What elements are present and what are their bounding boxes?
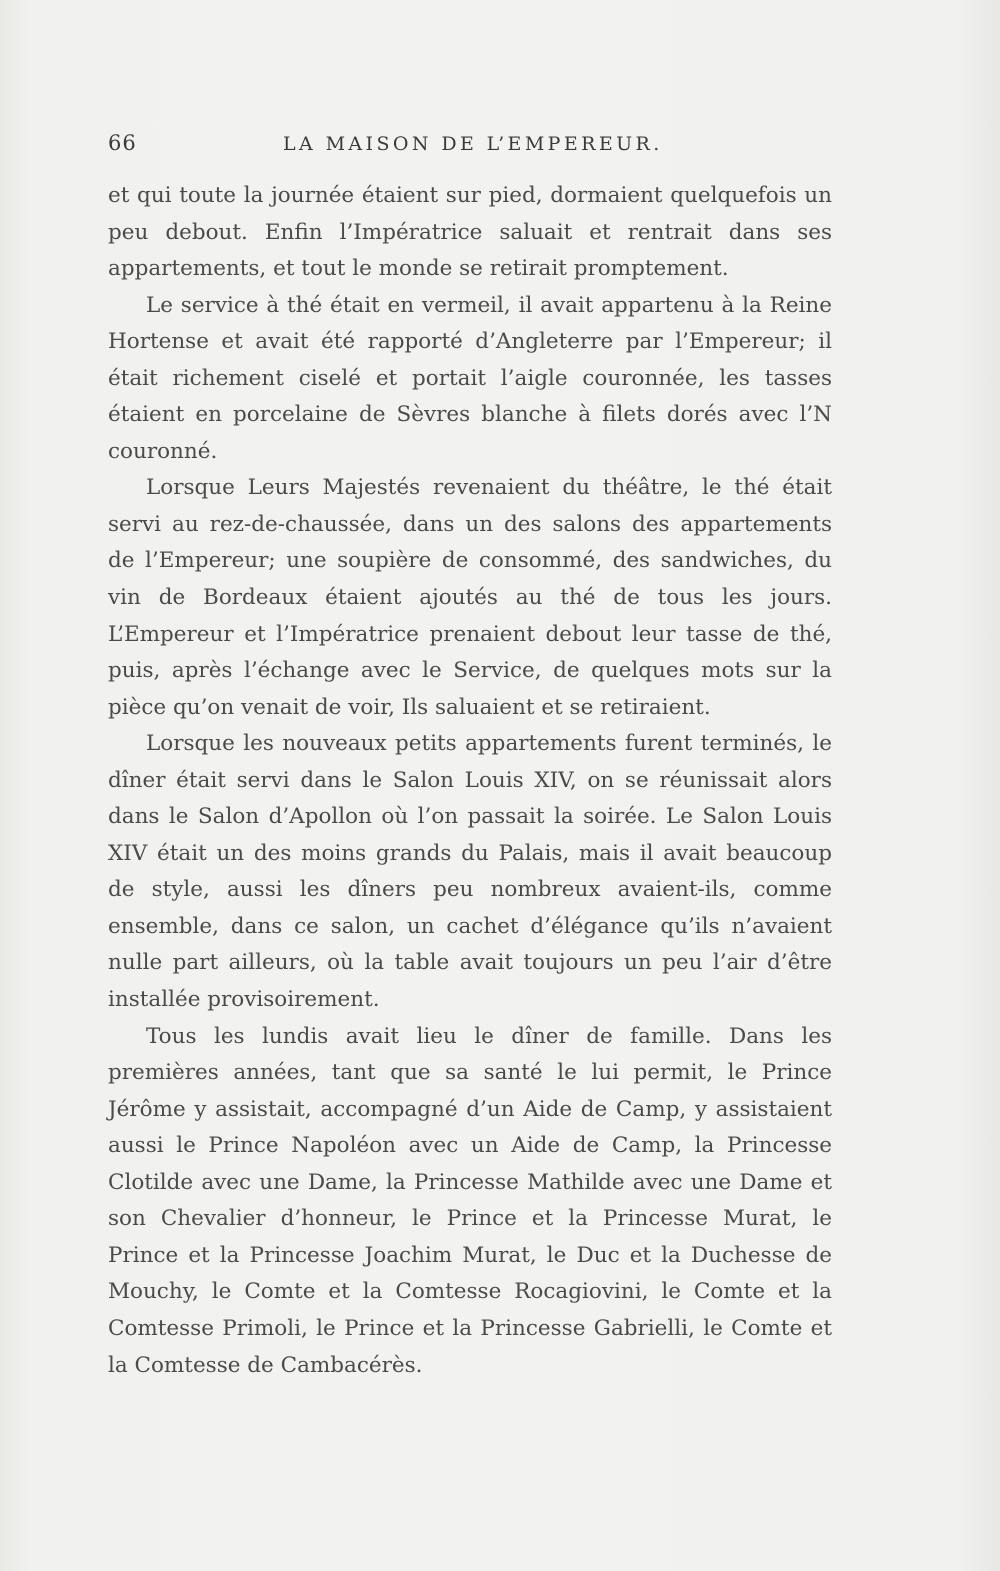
page-number: 66 [108, 131, 137, 155]
paragraph-tea-service: Le service à thé était en vermeil, il avait appartenu à la Reine Hortense et avait été rapporté d’Angleterre par l’Empereur; il était richement ciselé et portait l’aigle couronnée, les tasses étaient en porcelaine de Sèvres blanche à filets dorés avec l’N couronné. [108, 292, 832, 464]
running-title: LA MAISON DE L’EMPEREUR. [283, 133, 663, 155]
body-text [108, 178, 832, 1384]
paragraph-family-dinner: Tous les lundis avait lieu le dîner de famille. Dans les premières années, tant que sa santé le lui permit, le Prince Jérôme y assistait, accompagné d’un Aide de Camp, y assistaient aussi le Prince Napoléon avec un Aide de Camp, la Princesse Clotilde avec une Dame, la Princesse Mathilde avec une Dame et son Chevalier d’honneur, le Prince et la Princesse Murat, le Prince et la Princesse Joachim Murat, le Duc et la Duchesse de Mouchy, le Comte et la Comtesse Rocagiovini, le Comte et la Comtesse Primoli, le Prince et la Princesse Gabrielli, le Comte et la Comtesse de Cambacérès. [108, 1023, 832, 1378]
paragraph-salon-louis-xiv: Lorsque les nouveaux petits appartements furent terminés, le dîner était servi dans le Salon Louis XIV, on se réunissait alors dans le Salon d’Apollon où l’on passait la soirée. Le Salon Louis XIV était un des moins grands du Palais, mais il avait beaucoup de style, aussi les dîners peu nombreux avaient-ils, comme ensemble, dans ce salon, un cachet d’élégance qu’ils n’avaient nulle part ailleurs, où la table avait toujours un peu l’air d’être installée provisoirement. [108, 731, 832, 1013]
paragraph-continuation: et qui toute la journée étaient sur pied, dormaient quelquefois un peu debout. Enfin l’Impératrice saluait et rentrait dans ses appartements, et tout le monde se retirait promptement. [108, 183, 832, 282]
paragraph-theatre-return: Lorsque Leurs Majestés revenaient du théâtre, le thé était servi au rez-de-chaussée, dans un des salons des appartements de l’Empereur; une soupière de consommé, des sandwiches, du vin de Bordeaux étaient ajoutés au thé de tous les jours. L’Empereur et l’Impératrice prenaient debout leur tasse de thé, puis, après l’échange avec le Service, de quelques mots sur la pièce qu’on venait de voir, Ils saluaient et se retiraient. [108, 475, 832, 720]
running-head [108, 131, 831, 161]
